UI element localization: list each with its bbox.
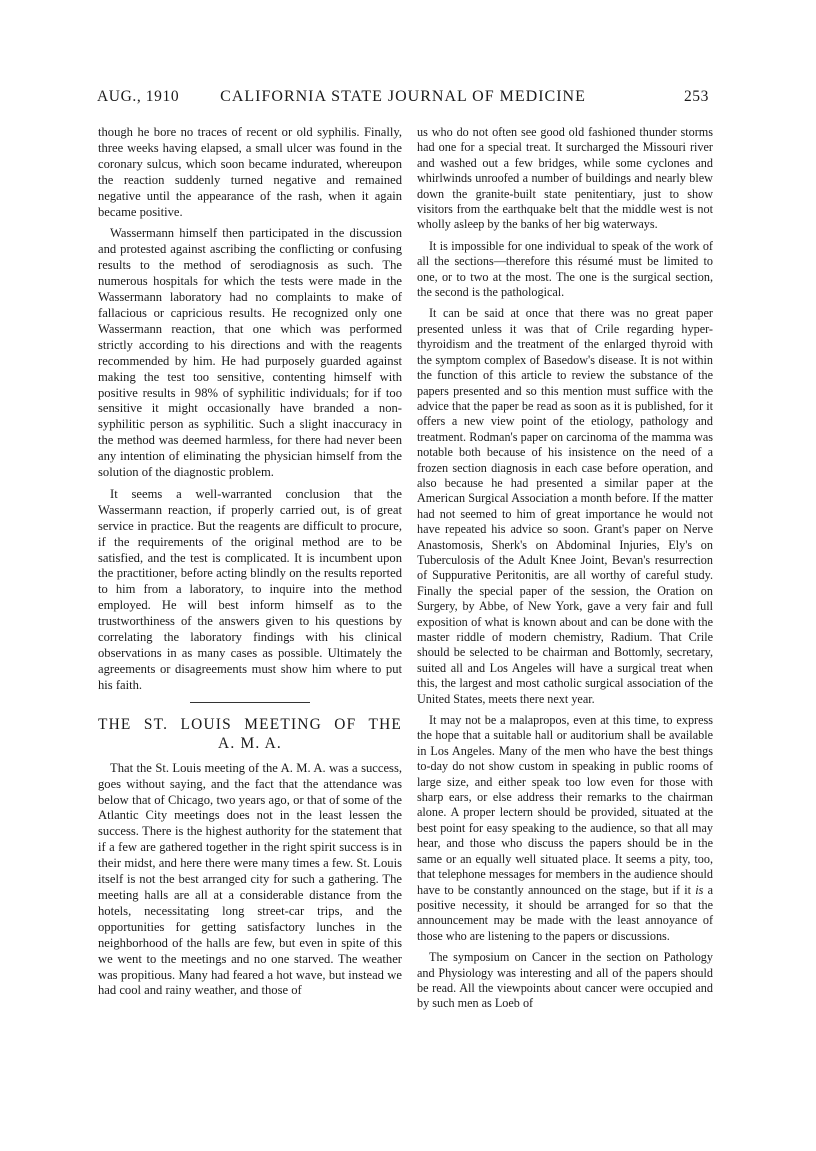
text-run: It may not be a malapropos, even at this time, to express the hope that a suitable hall or auditorium shall be available in Los Angeles. Many of the men who have the best things to-day do not show custom in speaking in public rooms of large size, and either speak too low even for those with sharp ears, or else address their remarks to the chairman alone. A proper lectern should be provided, situated at the best point for easy speaking to the audience, so that all may hear, and those who discuss the papers should be in the same or an equally well situated place. It seems a pity, too, that telephone messages for members in the audience should have to be constantly announced on the stage, but if it bbox=[417, 713, 713, 897]
article-title-line: THE ST. LOUIS MEETING OF THE bbox=[98, 715, 402, 733]
paragraph: It is impossible for one individual to speak of the work of all the sections—therefore this résumé must be limited to one, or to two at the most. The one is the surgical section, the second is the pathological. bbox=[417, 238, 713, 300]
paragraph: though he bore no traces of recent or old syphilis. Finally, three weeks having elapsed, a small ulcer was found in the coronary sulcus, which soon became indurated, whereupon the reaction suddenly turned negative and remained negative until the appearance of the rash, when it again became positive. bbox=[98, 125, 402, 219]
right-column bbox=[417, 125, 713, 1018]
article-title-line: A. M. A. bbox=[218, 734, 282, 752]
paragraph bbox=[417, 713, 713, 944]
journal-title: CALIFORNIA STATE JOURNAL OF MEDICINE bbox=[220, 88, 586, 105]
section-divider bbox=[190, 702, 310, 703]
article-title bbox=[98, 715, 402, 753]
issue-date: AUG., 1910 bbox=[97, 88, 180, 105]
text-run: a positive necessity, it should be arranged for so that the announcement may be made with the least annoyance of those who are listening to the papers or discussions. bbox=[417, 882, 713, 943]
paragraph: Wassermann himself then participated in the discussion and protested against ascribing the conflicting or confusing results to the method of serodiagnosis as such. The numerous hospitals for which the tests were made in the Wassermann laboratory had no complaints to make of fallacious or capricious results. He recognized only one Wassermann reaction, that one which was performed strictly according to his directions and with the reagents recommended by him. He had purposely guarded against making the test too sensitive, contenting himself with positive results in 98% of syphilitic individuals; for if too sensitive it might occasionally have branded a non-syphilitic person as syphilitic. Such a slight inaccuracy in the method was deemed harmless, for there had never been any intention of eliminating the physician himself from the solution of the diagnostic problem. bbox=[98, 226, 402, 480]
paragraph: It seems a well-warranted conclusion that the Wassermann reaction, if properly carried out, is of great service in practice. But the reagents are difficult to procure, if the requirements of the original method are to be satisfied, and the test is complicated. It is incumbent upon the practitioner, before acting blindly on the results reported to him from a laboratory, to inquire into the method employed. He will best inform himself as to the trustworthiness of the answers given to his questions by correlating the laboratory findings with his clinical observations in as many cases as possible. Ultimately the agreements or disagreements must show him where to put his faith. bbox=[98, 486, 402, 692]
paragraph: The symposium on Cancer in the section on Pathology and Physiology was interesting and all of the papers should be read. All the viewpoints about cancer were occupied and by such men as Loeb of bbox=[417, 950, 713, 1011]
left-column bbox=[98, 125, 402, 1005]
paragraph: It can be said at once that there was no great paper presented unless it was that of Crile regarding hyper-thyroidism and the treatment of the enlarged thyroid with the symptom complex of Basedow's disease. It is not within the function of this article to review the substance of the papers presented and so this mention must suffice with the advice that the paper be read as soon as it is published, for it offers a new view point of the etiology, pathology and treatment. Rodman's paper on carcinoma of the mamma was notable both because of his insistence on the need of a frozen section diagnosis in each case before operation, and also because he had presented a similar paper at the American Surgical Association a month before. If the matter had not seemed to him of great importance he would not have repeated his advice so soon. Grant's paper on Nerve Anastomosis, Sherk's on Abdominal Injuries, Ely's on Tuberculosis of the Adult Knee Joint, Bevan's resurrection of Suppurative Peritonitis, are all worthy of careful study. Finally the special paper of the session, the Oration on Surgery, by Abbe, of New York, gave a very fair and full exposition of what is known about and can be done with the master riddle of modern chemistry, Radium. That Crile should be selected to be chairman and Bottomly, secretary, suited all and Los Angeles will have a surgical treat when this, the largest and most catholic surgical association of the United States, meets there next year. bbox=[417, 306, 713, 706]
paragraph: That the St. Louis meeting of the A. M. A. was a success, goes without saying, and the fact that the attendance was below that of Chicago, two years ago, or that of some of the Atlantic City meetings does not in the least lessen the success. There is the highest authority for the statement that if a few are gathered together in the right spirit success is in their midst, and here there were many times a few. St. Louis itself is not the best arranged city for such a gathering. The meeting halls are all at a considerable distance from the hotels, necessitating long street-car trips, and the opportunities for getting satisfactory lunches in the neighborhood of the halls are few, but even in spite of this we went to the meetings and no one starved. The weather was propitious. Many had feared a hot wave, but instead we had cool and rainy weather, and those of bbox=[98, 760, 402, 998]
paragraph: us who do not often see good old fashioned thunder storms had one for a special treat. It surcharged the Missouri river and washed out a few bridges, while some cyclones and whirlwinds unroofed a number of buildings and nearly blew down the granite-built state penitentiary, just to show visitors from the earthquake belt that the middle west is not wholly asleep by the banks of her big waterways. bbox=[417, 125, 713, 232]
page-number: 253 bbox=[683, 88, 709, 105]
emphasis: is bbox=[695, 882, 704, 897]
page-header bbox=[97, 88, 709, 110]
